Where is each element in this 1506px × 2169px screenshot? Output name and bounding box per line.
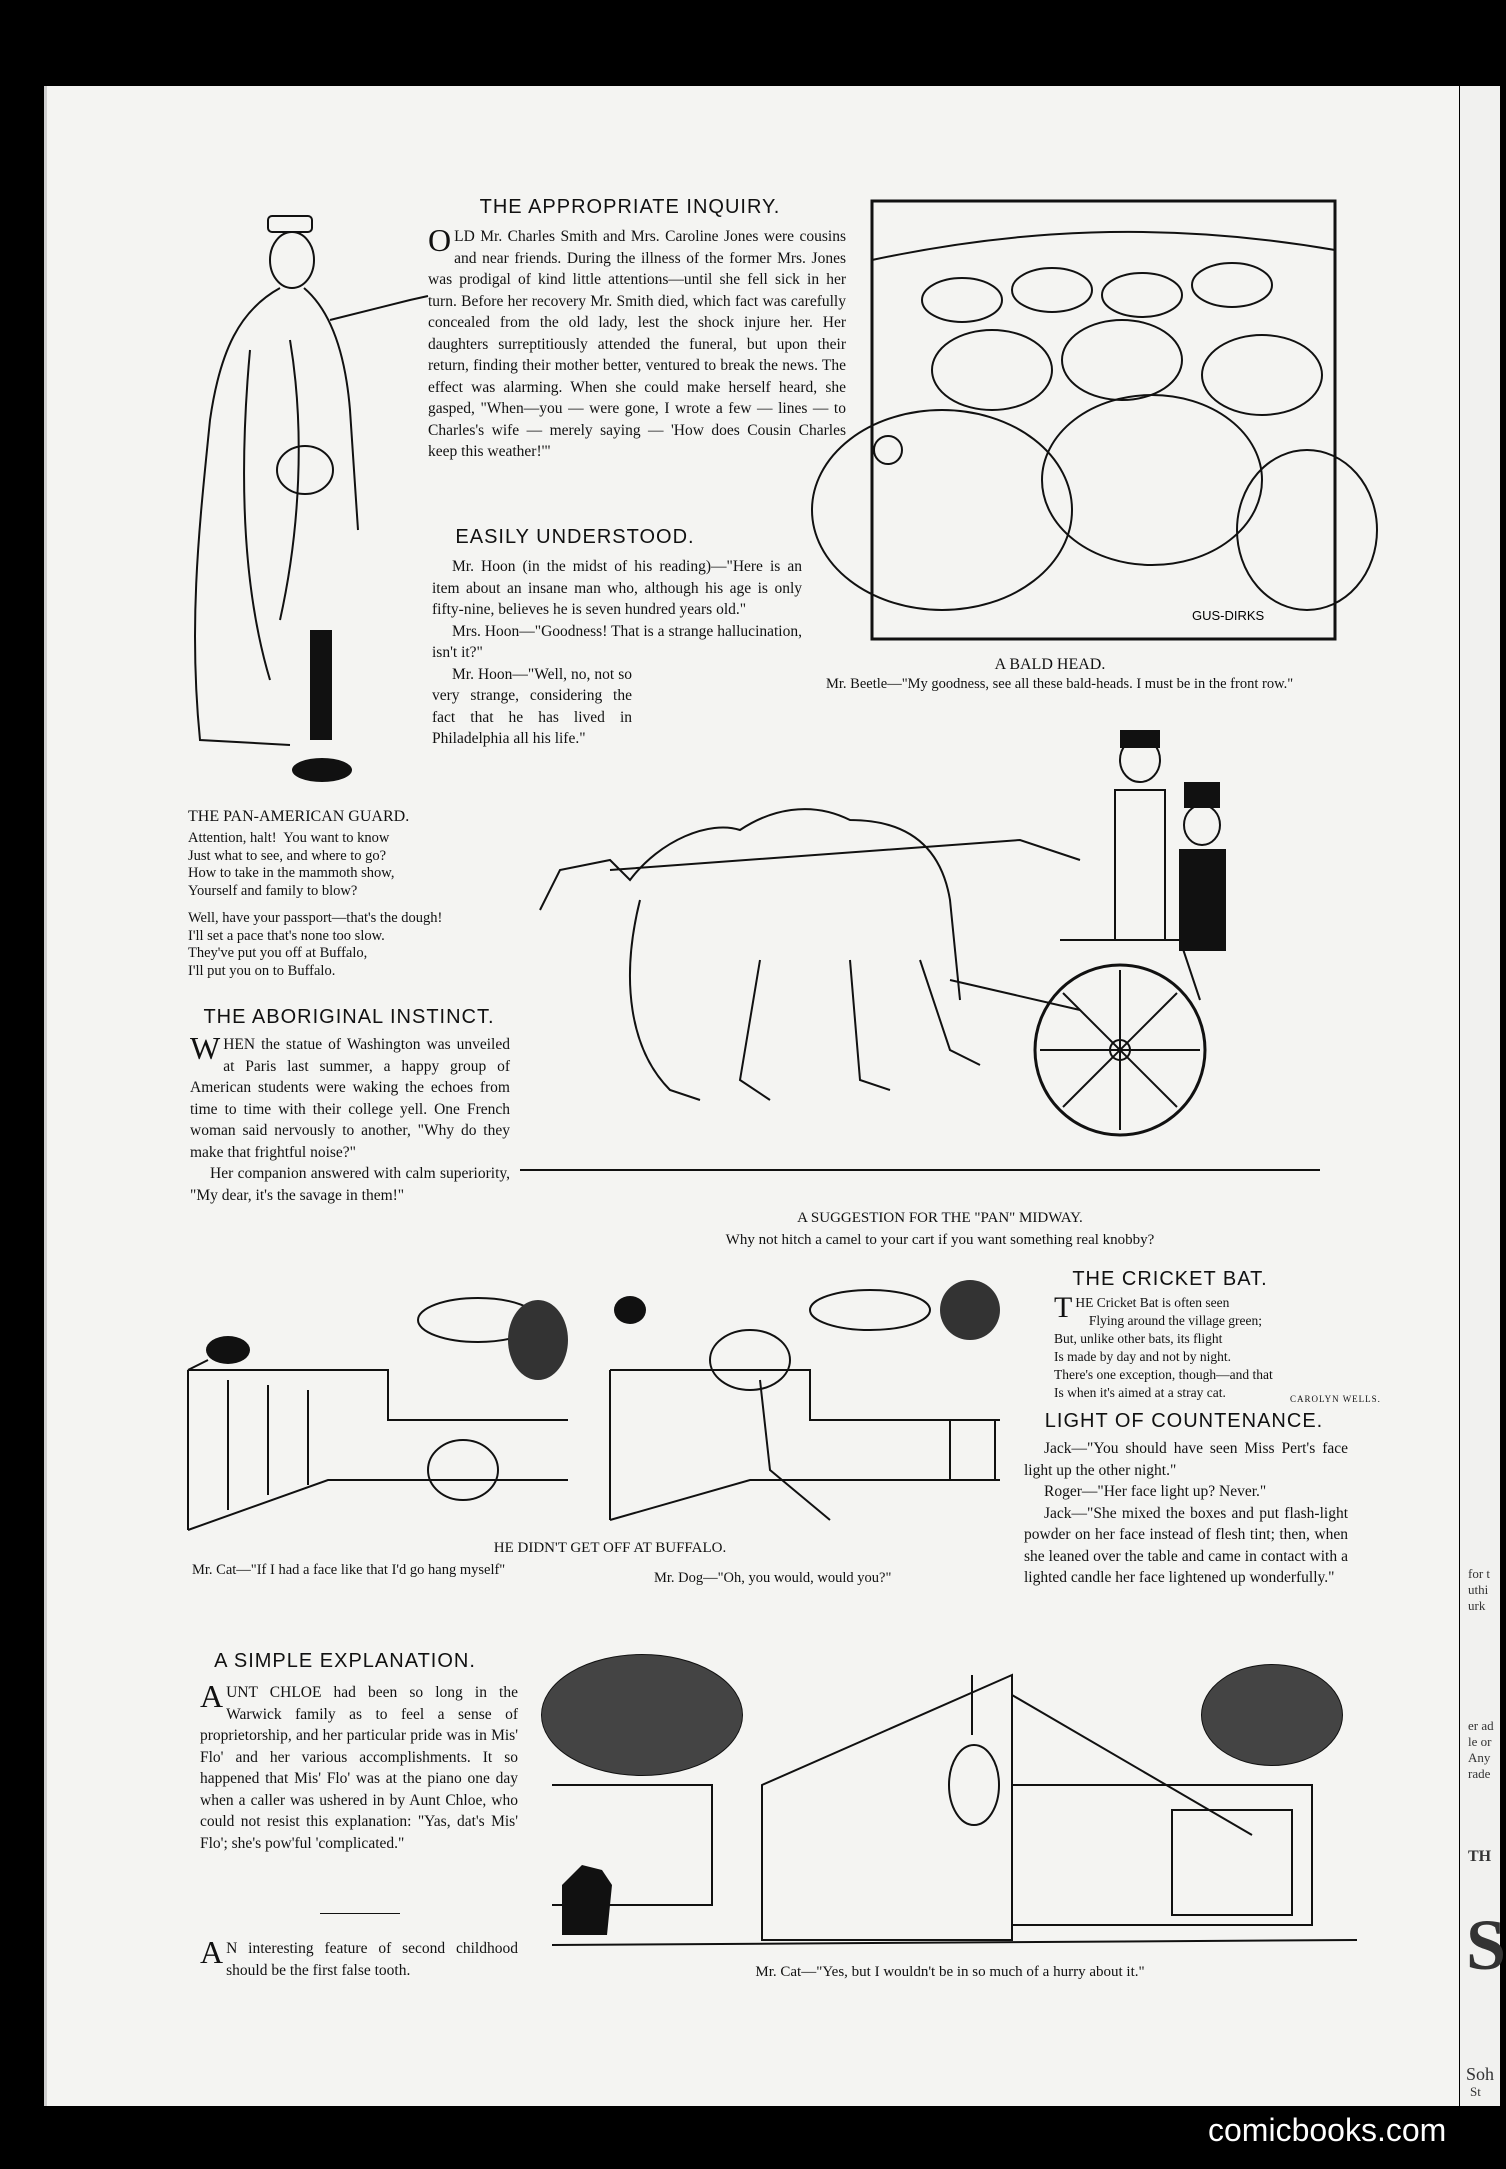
paragraph: Mrs. Hoon—"Goodness! That is a strange hallucination, isn't it?" [432, 622, 802, 661]
appropriate-inquiry-text [428, 222, 846, 463]
pan-american-guard-verse-2: Well, have your passport—that's the dough! I'll set a pace that's none too slow. They've put you off at Buffalo, I'll put you on to Buffalo. [188, 910, 443, 979]
paragraph: Roger—"Her face light up? Never." [1044, 1483, 1267, 1500]
adjacent-text: le or [1468, 1734, 1492, 1749]
buffalo-caption-right: Mr. Dog—"Oh, you would, would you?" [654, 1570, 892, 1586]
site-watermark: comicbooks.com [1208, 2112, 1447, 2148]
adjacent-text: urk [1468, 1598, 1486, 1613]
bald-head-title: A BALD HEAD. [994, 656, 1106, 673]
adjacent-text: for t [1468, 1566, 1491, 1581]
camel-cart-title: A SUGGESTION FOR THE "PAN" MIDWAY. [797, 1210, 1083, 1226]
false-tooth-text [200, 1934, 518, 1981]
simple-explanation-text [200, 1678, 518, 1854]
adjacent-page-edge [1460, 86, 1506, 2106]
light-of-countenance-title: LIGHT OF COUNTENANCE. [1044, 1410, 1324, 1432]
guard-illustration [180, 200, 440, 810]
adjacent-text: er ad [1468, 1718, 1494, 1733]
paragraph: LD Mr. Charles Smith and Mrs. Caroline Jones were cousins and near friends. During the illness of the former Mrs. Jones was prodigal of kind little attentions—until she fell sick in her turn. Before her recovery Mr. Smith died, which fact was carefully concealed from the old lady, lest the shock injure her. Her daughters surreptitiously attended the funeral, but upon their return, finding their mother better, ventured to break the news. The effect was alarming. When she could make herself heard, she gasped, "When—you — were gone, I wrote a few — lines — to Charles's wife — merely saying — 'How does Cousin Charles keep this weather!'" [428, 228, 846, 460]
paragraph: Her companion answered with calm superiority, "My dear, it's the savage in them!" [190, 1165, 510, 1204]
camel-cart-caption: Why not hitch a camel to your cart if you want something real knobby? [725, 1232, 1155, 1248]
buffalo-panel-2 [610, 1270, 1002, 1530]
buffalo-comic-title: HE DIDN'T GET OFF AT BUFFALO. [493, 1540, 727, 1556]
paragraph: Jack—"She mixed the boxes and put flash-light powder on her face instead of flesh tint; then, when she leaned over the table and came in contact with a lighted candle her face lightened up wonderfully." [1024, 1504, 1348, 1586]
adjacent-text: TH [1468, 1848, 1492, 1865]
adjacent-text: S [1466, 1905, 1506, 1985]
adjacent-text: Soh [1466, 2064, 1495, 2084]
dropcap: T [1054, 1291, 1073, 1324]
verse: HE Cricket Bat is often seen Flying around the village green; But, unlike other bats, its flight Is made by day and not by night. There's one exception, though—and that Is when it's aimed at a stray cat. [1054, 1295, 1273, 1400]
buffalo-caption-bottom: Mr. Cat—"Yes, but I wouldn't be in so much of a hurry about it." [755, 1964, 1145, 1980]
easily-understood-text [432, 556, 802, 750]
paragraph: N interesting feature of second childhood should be the first false tooth. [226, 1940, 518, 1979]
paragraph: HEN the statue of Washington was unveiled at Paris last summer, a happy group of American students were waking the echoes from time to time with their college yell. One French woman said nervously to another, "Why do they make that frightful noise?" [190, 1036, 510, 1161]
paragraph: Mr. Hoon (in the midst of his reading)—"Here is an item about an insane man who, although his age is only fifty-nine, believes he is seven hundred years old." [432, 558, 802, 618]
artist-signature: GUS-DIRKS [1192, 608, 1265, 623]
adjacent-text: rade [1468, 1766, 1491, 1781]
buffalo-caption-left: Mr. Cat—"If I had a face like that I'd go hang myself" [192, 1562, 506, 1578]
dropcap: A [200, 1934, 224, 1970]
dropcap: O [428, 222, 452, 258]
camel-cart-illustration [520, 720, 1320, 1220]
dropcap: A [200, 1678, 224, 1714]
paragraph: UNT CHLOE had been so long in the Warwick family as to feel a sense of proprietorship, and her particular pride was in Mis' Flo' and her various accomplishments. It so happened that Mis' Flo' was at the piano one day when a caller was ushered in by Aunt Chloe, who could not resist this explanation: "Yas, dat's Mis' Flo'; she's pow'ful 'complicated." [200, 1684, 518, 1852]
bald-head-caption: Mr. Beetle—"My goodness, see all these bald-heads. I must be in the front row." [826, 676, 1294, 692]
adjacent-text: St [1470, 2084, 1481, 2099]
simple-explanation-title: A SIMPLE EXPLANATION. [214, 1650, 476, 1672]
buffalo-panel-3 [552, 1635, 1357, 1975]
paragraph: Mr. Hoon—"Well, no, not so very strange, considering the fact that he has lived in Philadelphia all his life." [432, 665, 632, 747]
buffalo-panel-1 [188, 1270, 570, 1530]
paragraph: Jack—"You should have seen Miss Pert's face light up the other night." [1024, 1440, 1348, 1479]
dropcap: W [190, 1030, 221, 1066]
adjacent-text: Any [1468, 1750, 1491, 1765]
aboriginal-instinct-text [190, 1030, 510, 1206]
aboriginal-instinct-title: THE ABORIGINAL INSTINCT. [203, 1006, 495, 1028]
pan-american-guard-verse-1: Attention, halt! You want to know Just what to see, and where to go? How to take in the mammoth show, Yourself and family to blow? [188, 830, 395, 899]
divider [320, 1913, 400, 1914]
bald-head-illustration [762, 200, 1337, 645]
easily-understood-title: EASILY UNDERSTOOD. [455, 526, 695, 548]
appropriate-inquiry-title: THE APPROPRIATE INQUIRY. [479, 196, 781, 218]
cricket-bat-author: CAROLYN WELLS. [1290, 1394, 1381, 1404]
cricket-bat-verse [1054, 1291, 1354, 1402]
cricket-bat-title: THE CRICKET BAT. [1072, 1268, 1268, 1290]
pan-american-guard-title: THE PAN-AMERICAN GUARD. [188, 808, 410, 825]
adjacent-text: uthi [1468, 1582, 1489, 1597]
light-of-countenance-text [1024, 1438, 1348, 1589]
